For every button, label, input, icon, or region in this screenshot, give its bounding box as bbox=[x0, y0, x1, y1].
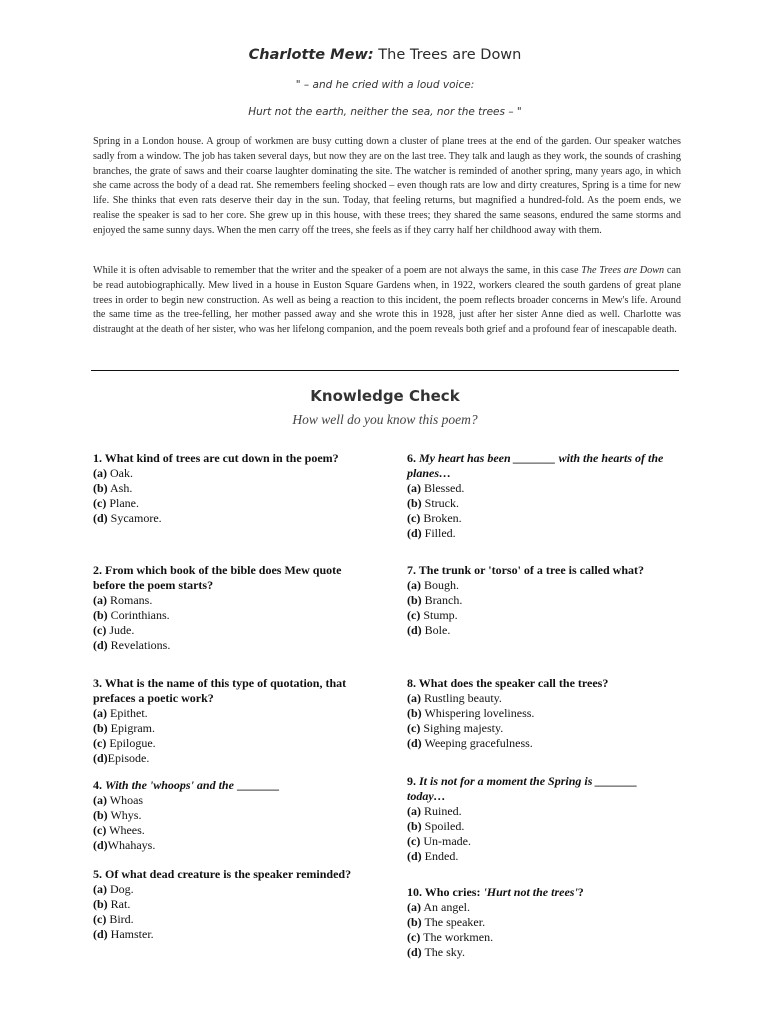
question-text: 3. What is the name of this type of quotation, that prefaces a poetic work? bbox=[93, 676, 347, 705]
option-d: (d) Revelations. bbox=[93, 638, 171, 652]
question-3 bbox=[93, 676, 363, 766]
option-d: (d) The sky. bbox=[407, 945, 466, 959]
option-b: (b) Corinthians. bbox=[93, 608, 170, 622]
option-b: (b) Branch. bbox=[407, 593, 463, 607]
question-text: 5. Of what dead creature is the speaker reminded? bbox=[93, 867, 352, 881]
option-b: (b) Whispering loveliness. bbox=[407, 706, 535, 720]
question-text-end: _______ bbox=[233, 778, 279, 792]
option-a: (a) Bough. bbox=[407, 578, 460, 592]
question-text: 6. bbox=[407, 451, 419, 465]
option-a: (a) Oak. bbox=[93, 466, 133, 480]
option-c: (c) Jude. bbox=[93, 623, 135, 637]
option-c: (c) Whees. bbox=[93, 823, 145, 837]
title-poem: The Trees are Down bbox=[373, 47, 522, 63]
question-8 bbox=[407, 676, 677, 751]
poem-title-italic: The Trees are Down bbox=[581, 265, 665, 276]
option-c: (c) The workmen. bbox=[407, 930, 494, 944]
epigraph-line-2: Hurt not the earth, neither the sea, nor the trees – " bbox=[248, 106, 522, 118]
knowledge-check-title: Knowledge Check bbox=[310, 387, 460, 405]
option-c: (c) Epilogue. bbox=[93, 736, 156, 750]
question-text: 2. From which book of the bible does Mew quote before the poem starts? bbox=[93, 563, 342, 592]
option-c: (c) Stump. bbox=[407, 608, 458, 622]
option-a: (a) Dog. bbox=[93, 882, 134, 896]
question-2 bbox=[93, 563, 363, 653]
knowledge-check-subtitle: How well do you know this poem? bbox=[292, 412, 478, 427]
option-a: (a) Epithet. bbox=[93, 706, 148, 720]
option-c: (c) Bird. bbox=[93, 912, 134, 926]
question-italic: 'Hurt not the trees' bbox=[483, 885, 578, 899]
option-b: (b) Spoiled. bbox=[407, 819, 465, 833]
page-title bbox=[0, 47, 770, 63]
question-text: 4. bbox=[93, 778, 105, 792]
question-text: 9. bbox=[407, 774, 419, 788]
section-divider bbox=[91, 370, 679, 371]
option-a: (a) Rustling beauty. bbox=[407, 691, 502, 705]
question-6 bbox=[407, 451, 677, 541]
question-text: 10. Who cries: bbox=[407, 885, 484, 899]
option-d: (d) Sycamore. bbox=[93, 511, 162, 525]
option-b: (b) Struck. bbox=[407, 496, 460, 510]
question-5 bbox=[93, 867, 363, 942]
option-d: (d)Episode. bbox=[93, 751, 150, 765]
option-a: (a) Whoas bbox=[93, 793, 144, 807]
option-b: (b) The speaker. bbox=[407, 915, 486, 929]
context-text-a: While it is often advisable to remember that the writer and the speaker of a poem are not always the same, in this case bbox=[93, 265, 582, 276]
question-4 bbox=[93, 778, 363, 853]
option-a: (a) Romans. bbox=[93, 593, 153, 607]
option-d: (d) Hamster. bbox=[93, 927, 154, 941]
option-c: (c) Un-made. bbox=[407, 834, 471, 848]
question-italic: My heart has been _______ with the hearts of the planes… bbox=[407, 451, 664, 480]
context-paragraph bbox=[93, 264, 681, 338]
title-poet: Charlotte Mew: bbox=[248, 47, 374, 63]
question-10 bbox=[407, 885, 677, 960]
option-a: (a) Blessed. bbox=[407, 481, 465, 495]
option-d: (d) Ended. bbox=[407, 849, 459, 863]
option-a: (a) An angel. bbox=[407, 900, 470, 914]
context-text-b: can be read autobiographically. Mew lived in a house in Euston Square Gardens when, in 1922, workers cleared the south gardens of great plane trees in order to begin new construction. As well as being a reaction to this incident, the poem reflects broader concerns in Mew's life. Around the same time as the tree-felling, her mother passed away and she wrote this in 1928, just after her sister Anne died as well. Charlotte was distraught at the death of her sister, who was her lifelong companion, and the poem reveals both grief and a profound fear of inescapable death. bbox=[93, 265, 682, 336]
question-1 bbox=[93, 451, 363, 526]
question-text: 7. The trunk or 'torso' of a tree is called what? bbox=[407, 563, 644, 577]
question-italic: It is not for a moment the Spring is _______ today… bbox=[407, 774, 638, 803]
epigraph-line-1: " – and he cried with a loud voice: bbox=[295, 79, 475, 91]
option-c: (c) Sighing majesty. bbox=[407, 721, 504, 735]
option-d: (d)Whahays. bbox=[93, 838, 156, 852]
question-text: 1. What kind of trees are cut down in the poem? bbox=[93, 451, 339, 465]
option-b: (b) Rat. bbox=[93, 897, 131, 911]
option-d: (d) Weeping gracefulness. bbox=[407, 736, 533, 750]
question-7 bbox=[407, 563, 677, 638]
question-text-end: ? bbox=[577, 885, 584, 899]
summary-paragraph: Spring in a London house. A group of workmen are busy cutting down a cluster of plane trees at the end of the garden. Our speaker watches sadly from a window. The job has taken several days, but now they are on the last tree. They talk and laugh as they work, the sounds of crashing branches, the grate of saws and their coarse laughter dominating the site. The watcher is reminded of another spring, many years ago, in which she came across the body of a dead rat. She remembers feeling shocked – even though rats are low and dirty creatures, Spring is a time for new life. She thinks that even rats deserve their day in the sun. Today, that feeling returns, but magnified a hundred-fold. As the poem ends, we realise the speaker is sad to her core. She grew up in this house, with these trees; they shared the same seasons, endured the same storms and enjoyed the same sunny days. When the men carry off the trees, she feels as if they carry half her childhood away with them. bbox=[93, 136, 681, 236]
option-c: (c) Plane. bbox=[93, 496, 139, 510]
option-b: (b) Ash. bbox=[93, 481, 133, 495]
option-d: (d) Bole. bbox=[407, 623, 451, 637]
option-b: (b) Whys. bbox=[93, 808, 142, 822]
option-b: (b) Epigram. bbox=[93, 721, 155, 735]
question-text: 8. What does the speaker call the trees? bbox=[407, 676, 609, 690]
question-9 bbox=[407, 774, 677, 864]
option-a: (a) Ruined. bbox=[407, 804, 462, 818]
option-d: (d) Filled. bbox=[407, 526, 456, 540]
question-italic: With the 'whoops' and the bbox=[105, 778, 234, 792]
option-c: (c) Broken. bbox=[407, 511, 462, 525]
